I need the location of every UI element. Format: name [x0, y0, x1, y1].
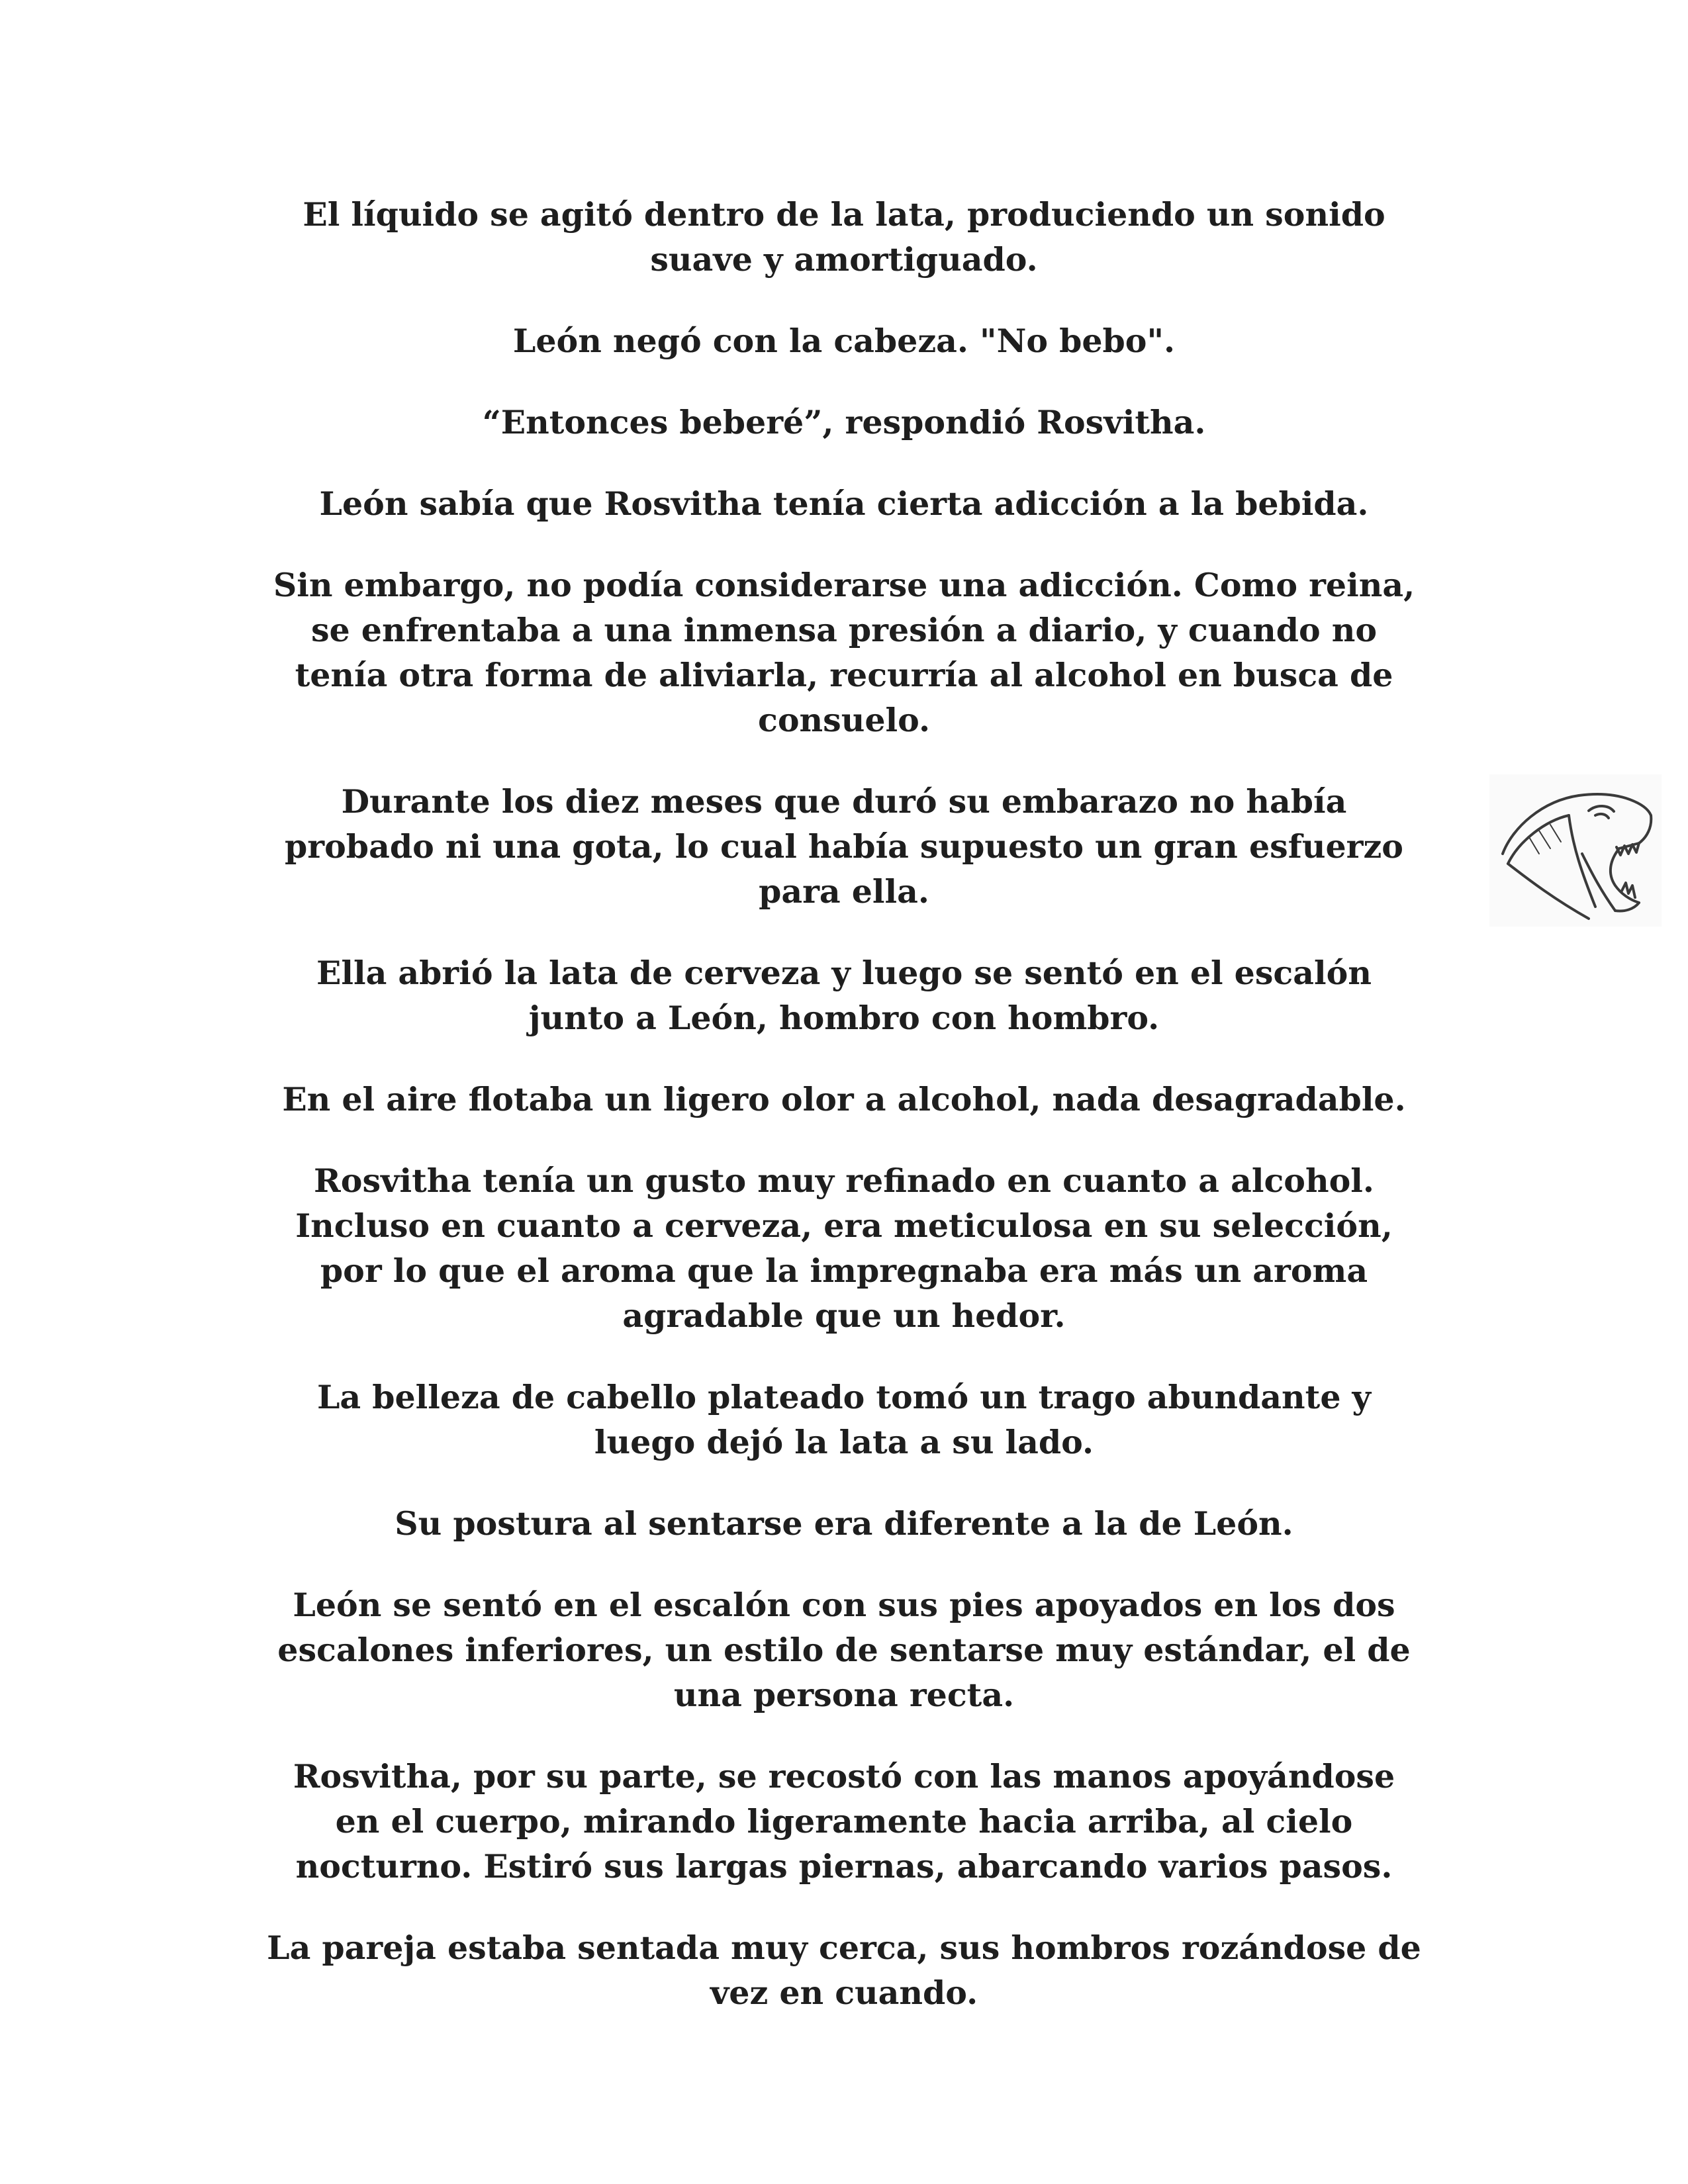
- paragraph-line: Sin embargo, no podía considerarse una adicción. Como reina,: [273, 566, 1415, 604]
- paragraph-line: agradable que un hedor.: [622, 1297, 1066, 1335]
- paragraph-line: León negó con la cabeza. "No bebo".: [512, 322, 1176, 360]
- paragraph-6: [218, 779, 1470, 914]
- paragraph-line: vez en cuando.: [710, 1974, 978, 2012]
- paragraph-line: Su postura al sentarse era diferente a la de León.: [395, 1504, 1293, 1543]
- paragraph-4: [218, 481, 1470, 526]
- paragraph-line: escalones inferiores, un estilo de sentarse muy estándar, el de: [277, 1631, 1411, 1669]
- paragraph-line: “Entonces beberé”, respondió Rosvitha.: [482, 403, 1206, 441]
- paragraph-line: luego dejó la lata a su lado.: [594, 1423, 1094, 1461]
- paragraph-line: León se sentó en el escalón con sus pies apoyados en los dos: [293, 1586, 1395, 1624]
- paragraph-line: En el aire flotaba un ligero olor a alcohol, nada desagradable.: [282, 1080, 1406, 1118]
- body-text: [218, 192, 1470, 2052]
- paragraph-line: consuelo.: [757, 701, 931, 739]
- paragraph-line: Rosvitha, por su parte, se recostó con las manos apoyándose: [293, 1757, 1395, 1796]
- paragraph-line: Durante los diez meses que duró su embarazo no había: [341, 782, 1347, 821]
- paragraph-line: Incluso en cuanto a cerveza, era meticulosa en su selección,: [295, 1206, 1393, 1245]
- paragraph-11: [218, 1501, 1470, 1546]
- paragraph-line: tenía otra forma de aliviarla, recurría al alcohol en busca de: [295, 656, 1393, 694]
- paragraph-line: nocturno. Estiró sus largas piernas, abarcando varios pasos.: [295, 1847, 1393, 1886]
- paragraph-line: Rosvitha tenía un gusto muy refinado en cuanto a alcohol.: [314, 1161, 1374, 1200]
- paragraph-line: para ella.: [759, 872, 929, 911]
- paragraph-1: [218, 192, 1470, 282]
- paragraph-line: El líquido se agitó dentro de la lata, produciendo un sonido: [303, 195, 1385, 234]
- paragraph-line: La pareja estaba sentada muy cerca, sus hombros rozándose de: [267, 1929, 1421, 1967]
- paragraph-13: [218, 1754, 1470, 1889]
- dinosaur-head-sketch-icon: [1489, 774, 1662, 927]
- paragraph-8: [218, 1077, 1470, 1122]
- paragraph-line: probado ni una gota, lo cual había supuesto un gran esfuerzo: [285, 827, 1403, 866]
- paragraph-5: [218, 563, 1470, 743]
- paragraph-line: en el cuerpo, mirando ligeramente hacia arriba, al cielo: [335, 1802, 1353, 1841]
- paragraph-3: [218, 400, 1470, 445]
- paragraph-14: [218, 1925, 1470, 2015]
- paragraph-line: una persona recta.: [673, 1676, 1015, 1714]
- paragraph-line: La belleza de cabello plateado tomó un trago abundante y: [316, 1378, 1372, 1416]
- paragraph-12: [218, 1582, 1470, 1717]
- paragraph-7: [218, 950, 1470, 1040]
- paragraph-line: se enfrentaba a una inmensa presión a diario, y cuando no: [310, 611, 1378, 649]
- paragraph-line: suave y amortiguado.: [650, 240, 1038, 279]
- paragraph-line: Ella abrió la lata de cerveza y luego se sentó en el escalón: [316, 954, 1372, 992]
- paragraph-10: [218, 1375, 1470, 1465]
- paragraph-2: [218, 318, 1470, 363]
- paragraph-9: [218, 1158, 1470, 1338]
- paragraph-line: León sabía que Rosvitha tenía cierta adicción a la bebida.: [319, 484, 1369, 523]
- paragraph-line: por lo que el aroma que la impregnaba era más un aroma: [320, 1251, 1368, 1290]
- paragraph-line: junto a León, hombro con hombro.: [528, 999, 1160, 1037]
